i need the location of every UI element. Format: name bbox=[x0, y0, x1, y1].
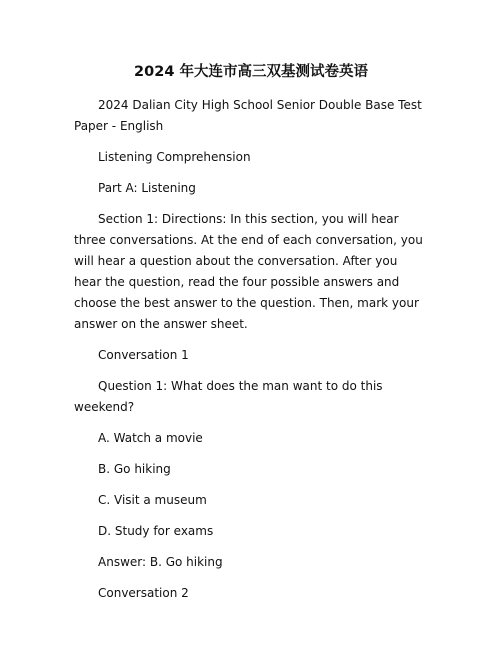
paragraph-option-a: A. Watch a movie bbox=[98, 431, 203, 445]
paragraph-answer: Answer: B. Go hiking bbox=[98, 555, 223, 569]
paragraph-subtitle: 2024 Dalian City High School Senior Double Base Test Paper - English bbox=[74, 98, 422, 133]
paragraph-option-c: C. Visit a museum bbox=[98, 493, 207, 507]
paragraph-section-heading: Listening Comprehension bbox=[98, 150, 251, 164]
paragraph-conversation-1: Conversation 1 bbox=[98, 348, 189, 362]
paragraph-part-heading: Part A: Listening bbox=[98, 181, 196, 195]
paragraph-option-b: B. Go hiking bbox=[98, 462, 171, 476]
document-body bbox=[74, 95, 424, 614]
document-title: 2024 年大连市高三双基测试卷英语 bbox=[134, 64, 368, 80]
paragraph-option-d: D. Study for exams bbox=[98, 524, 214, 538]
paragraph-directions: Section 1: Directions: In this section, you will hear three conversations. At the end of each conversation, you will hear a question about the conversation. After you hear the question, read the four possible answers and choose the best answer to the question. Then, mark your answer on the answer sheet. bbox=[74, 212, 423, 331]
paragraph-conversation-2: Conversation 2 bbox=[98, 586, 189, 600]
paragraph-question-1: Question 1: What does the man want to do this weekend? bbox=[74, 379, 383, 414]
